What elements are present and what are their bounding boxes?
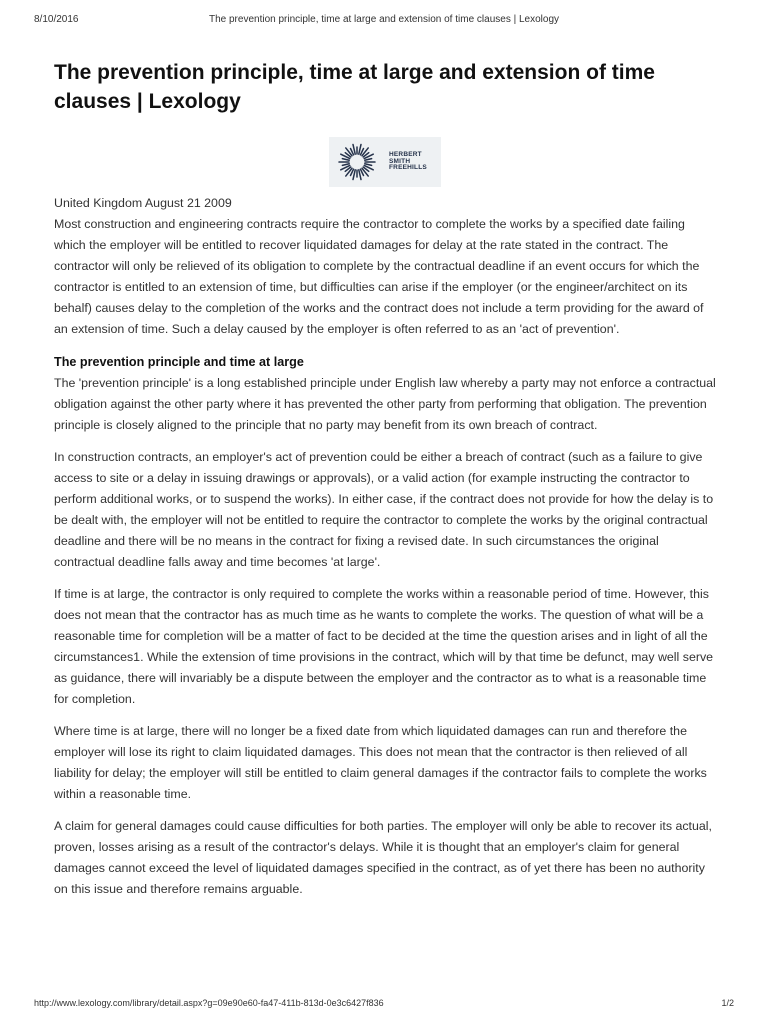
body-paragraph-5: A claim for general damages could cause difficulties for both parties. The employer will only be able to recover its actual, proven, losses arising as a result of the contractor's delays. While it is thought that an employer's claim for general damages cannot exceed the level of liquidated damages specified in the contract, as of yet there has been no authority on this issue and therefore remains arguable.	[54, 819, 712, 896]
print-page-title: The prevention principle, time at large and extension of time clauses | Lexology	[208, 14, 559, 25]
article-title: The prevention principle, time at large and extension of time clauses | Lexology	[54, 61, 655, 113]
body-paragraph-1: The 'prevention principle' is a long established principle under English law whereby a party may not enforce a contractual obligation against the other party where it has prevented the other party from performing that obligation. The prevention principle is closely aligned to the principle that no party may benefit from its own breach of contract.	[54, 376, 716, 432]
print-url: http://www.lexology.com/library/detail.aspx?g=09e90e60-fa47-411b-813d-0e3c6427f836	[34, 998, 384, 1008]
herbert-smith-freehills-logo-icon	[335, 141, 379, 183]
print-date: 8/10/2016	[34, 14, 79, 25]
firm-logo	[329, 137, 441, 187]
print-header	[34, 14, 734, 28]
intro-paragraph: Most construction and engineering contracts require the contractor to complete the works by a specified date failing which the employer will be entitled to recover liquidated damages for delay at the rate stated in the contract. The contractor will only be relieved of its obligation to complete by the contractual deadline if an event occurs for which the contractor is entitled to an extension of time, but difficulties can arise if the employer (or the engineer/architect on its behalf) causes delay to the completion of the works and the contract does not include a term providing for the award of an extension of time. Such a delay caused by the employer is often referred to as an 'act of prevention'.	[54, 217, 704, 336]
article-meta: United Kingdom August 21 2009	[54, 196, 232, 210]
article	[54, 58, 716, 900]
logo-wordmark: HERBERT SMITH FREEHILLS	[389, 151, 427, 171]
section-heading: The prevention principle and time at large	[54, 355, 304, 369]
print-footer	[34, 998, 734, 1012]
body-paragraph-2: In construction contracts, an employer's act of prevention could be either a breach of contract (such as a failure to give access to site or a delay in issuing drawings or approvals), or a valid action (for example instructing the contractor to perform additional works, or to suspend the works). In either case, if the contract does not provide for how the delay is to be dealt with, the employer will not be entitled to require the contractor to complete the works by the original contractual deadline and there will be no means in the contract for fixing a revised date. In such circumstances the original contractual deadline falls away and time becomes 'at large'.	[54, 450, 714, 569]
body-paragraph-3: If time is at large, the contractor is only required to complete the works within a reasonable period of time. However, this does not mean that the contractor has as much time as he wants to complete the works. The question of what will be a reasonable time for completion will be a matter of fact to be decided at the time the question arises and in light of all the circumstances1. While the extension of time provisions in the contract, which will by that time be defunct, may well serve as guidance, there will invariably be a dispute between the employer and the contractor as to what is a reasonable time for completion.	[54, 587, 714, 706]
page-number: 1/2	[721, 998, 734, 1008]
body-paragraph-4: Where time is at large, there will no longer be a fixed date from which liquidated damages can run and therefore the employer will lose its right to claim liquidated damages. This does not mean that the contractor is then relieved of all liability for delay; the employer will still be entitled to claim general damages if the contractor fails to complete the works within a reasonable time.	[54, 724, 707, 801]
